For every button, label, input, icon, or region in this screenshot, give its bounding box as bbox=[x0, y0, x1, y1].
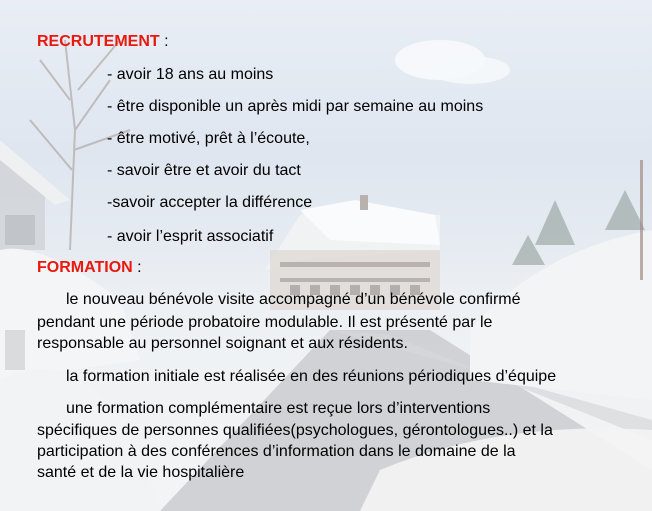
recrutement-item: - avoir l’esprit associatif bbox=[107, 228, 274, 245]
recrutement-colon: : bbox=[159, 33, 169, 50]
recrutement-heading: RECRUTEMENT bbox=[37, 33, 160, 50]
formation-paragraph-3-line: participation à des conférences d’information dans le domaine de la bbox=[37, 443, 516, 460]
formation-paragraph-1-line: pendant une période probatoire modulable. Il est présenté par le bbox=[37, 314, 493, 331]
formation-paragraph-3-line: santé et de la vie hospitalière bbox=[37, 464, 245, 481]
formation-paragraph-1-line: responsable au personnel soignant et aux résidents. bbox=[37, 335, 408, 352]
formation-paragraph-3-line: spécifiques de personnes qualifiées(psychologues, gérontologues..) et la bbox=[37, 422, 553, 439]
formation-colon: : bbox=[132, 259, 142, 276]
recrutement-item: - être disponible un après midi par semaine au moins bbox=[107, 98, 484, 115]
recrutement-item: - savoir être et avoir du tact bbox=[107, 162, 301, 179]
formation-paragraph-1-line: le nouveau bénévole visite accompagné d’un bénévole confirmé bbox=[66, 291, 521, 308]
formation-paragraph-2-line: la formation initiale est réalisée en des réunions périodiques d’équipe bbox=[66, 368, 557, 385]
formation-paragraph-3-line: une formation complémentaire est reçue lors d’interventions bbox=[66, 400, 491, 417]
formation-heading: FORMATION bbox=[37, 259, 133, 276]
formation-heading-line bbox=[37, 258, 142, 277]
recrutement-item: - être motivé, prêt à l’écoute, bbox=[107, 130, 310, 147]
recrutement-heading-line bbox=[37, 32, 169, 51]
recrutement-item: -savoir accepter la différence bbox=[107, 194, 313, 211]
recrutement-item: - avoir 18 ans au moins bbox=[107, 66, 274, 83]
